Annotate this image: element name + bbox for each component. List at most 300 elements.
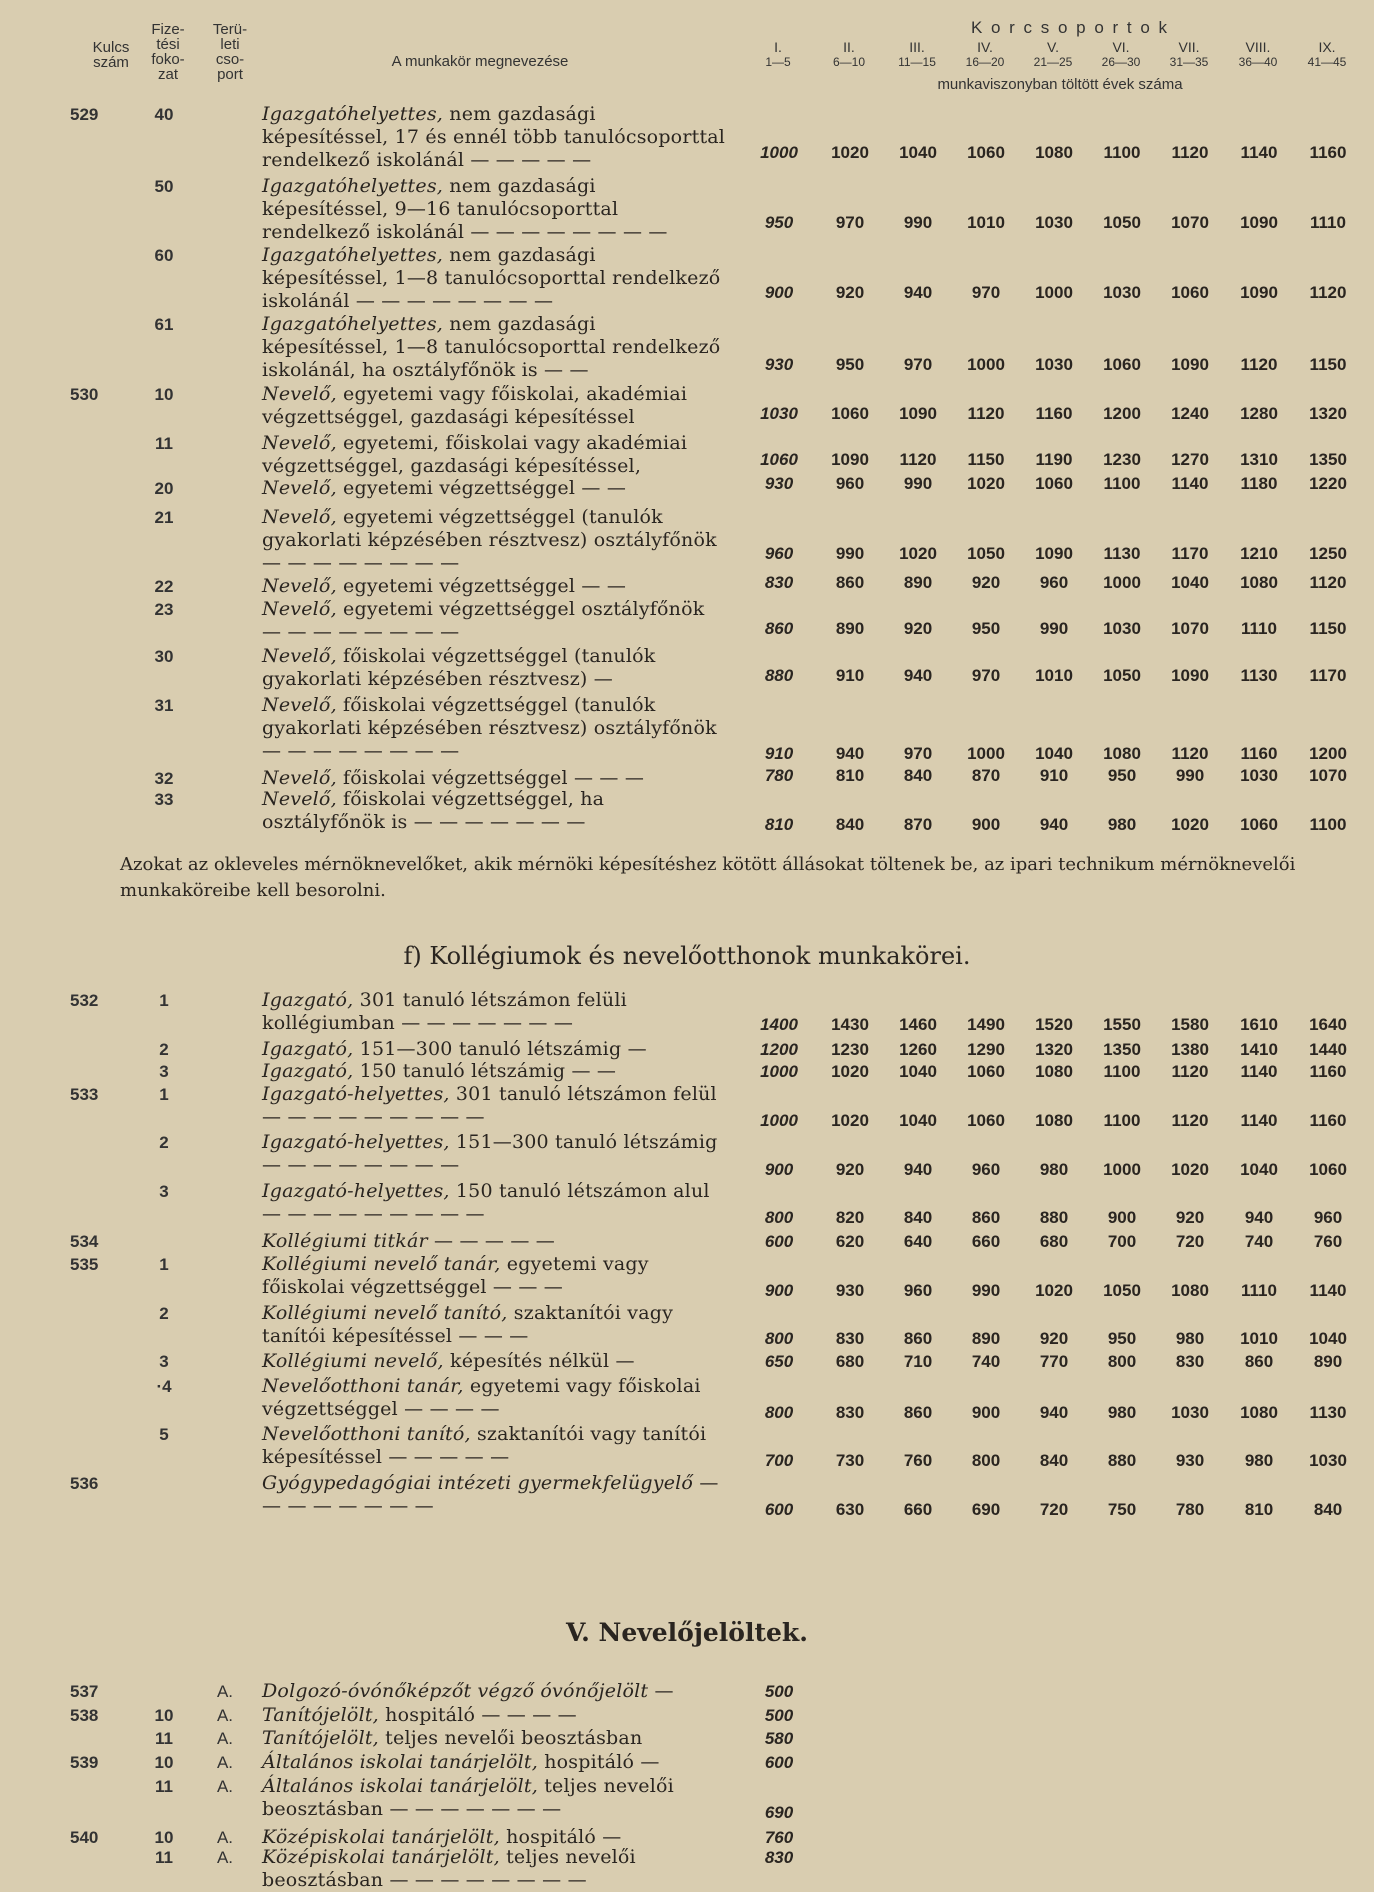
salary-value-8: 1090 xyxy=(1240,213,1278,232)
salary-value-6: 800 xyxy=(1107,1352,1137,1371)
salary-value-9: 1070 xyxy=(1309,766,1347,785)
munkakor-text: nem gazdasági képesítéssel, 1—8 tanulócsoporttal rendelkező iskolánál — — — — — — — — xyxy=(262,244,721,312)
munkakor-text: egyetemi végzettséggel — — xyxy=(336,477,627,499)
salary-value-6: 1030 xyxy=(1103,619,1141,638)
salary-value-1: 880 xyxy=(764,666,794,685)
salary-value-2: 990 xyxy=(835,544,865,563)
salary-value-7: 1120 xyxy=(1171,744,1209,763)
fizetesi-fokozat: ·4 xyxy=(156,1377,172,1396)
munkakor-text: hospitáló — — — — xyxy=(378,1704,577,1726)
munkakor-text: — — — — — xyxy=(427,1230,556,1252)
munkakor-megnevezes xyxy=(262,989,728,1035)
salary-value-6: 1050 xyxy=(1103,1281,1141,1300)
munkakor-megnevezes xyxy=(262,1350,728,1373)
salary-value-7: 1080 xyxy=(1171,1281,1209,1300)
munkakor-megnevezes xyxy=(262,1727,728,1750)
salary-value-8: 1040 xyxy=(1240,1160,1278,1179)
salary-value-8: 980 xyxy=(1244,1451,1274,1470)
salary-value-3: 1040 xyxy=(899,1062,937,1081)
salary-value-8: 1120 xyxy=(1240,355,1278,374)
munkakor-title: Nevelő, xyxy=(262,767,337,789)
munkakor-text: egyetemi vagy főiskolai végzettséggel — — — xyxy=(262,1253,649,1298)
munkakor-megnevezes xyxy=(262,1775,728,1821)
salary-value-4: 1020 xyxy=(967,474,1005,493)
salary-value-8: 940 xyxy=(1244,1208,1274,1227)
group-header-1 xyxy=(738,40,818,70)
salary-value-5: 1080 xyxy=(1035,1062,1073,1081)
salary-value-8: 1310 xyxy=(1240,450,1278,469)
salary-value-6: 950 xyxy=(1107,1329,1137,1348)
munkakor-title: Nevelő, xyxy=(262,575,337,597)
salary-value-1: 910 xyxy=(764,744,794,763)
salary-value-5: 1520 xyxy=(1035,1015,1073,1034)
munkakor-text: — — — — — — — — xyxy=(262,1472,719,1517)
munkakor-title: Nevelő, xyxy=(262,383,337,405)
munkakor-megnevezes xyxy=(262,1180,728,1226)
fizetesi-fokozat: 10 xyxy=(154,1753,174,1772)
fizetesi-fokozat: 23 xyxy=(154,600,174,619)
munkakor-title: Tanítójelölt, xyxy=(262,1727,379,1749)
munkakor-text: főiskolai végzettséggel — — — xyxy=(336,767,645,789)
salary-value-2: 630 xyxy=(835,1500,865,1519)
munkakor-title: Nevelő, xyxy=(262,506,337,528)
salary-value-2: 820 xyxy=(835,1208,865,1227)
munkakor-megnevezes xyxy=(262,506,728,575)
header-korcsoportok xyxy=(900,20,1240,35)
munkakor-text: nem gazdasági képesítéssel, 9—16 tanulócsoporttal rendelkező iskolánál — — — — — — — — xyxy=(262,175,668,243)
munkakor-megnevezes xyxy=(262,1230,728,1253)
group-range: 6—10 xyxy=(832,55,866,69)
munkakor-text: 150 tanuló létszámon alul — — — — — — — — — xyxy=(262,1180,710,1225)
salary-value-7: 1270 xyxy=(1171,450,1209,469)
salary-value-5: 1080 xyxy=(1035,1111,1073,1130)
munkakor-megnevezes xyxy=(262,477,728,500)
fizetesi-fokozat: 3 xyxy=(159,1182,169,1201)
munkakor-title: Nevelő, xyxy=(262,477,337,499)
salary-value-3: 1040 xyxy=(899,143,937,162)
salary-value-7: 1120 xyxy=(1171,143,1209,162)
salary-value-9: 1040 xyxy=(1309,1329,1347,1348)
teruleti-csoport: A. xyxy=(216,1682,234,1701)
fizetesi-fokozat: 3 xyxy=(159,1352,169,1371)
header-fizetesi-text: Fize- tési foko- zat xyxy=(151,21,185,83)
salary-value-4: 690 xyxy=(971,1500,1001,1519)
salary-value-7: 830 xyxy=(1175,1352,1205,1371)
salary-value-7: 1380 xyxy=(1171,1040,1209,1059)
salary-value-4: 990 xyxy=(971,1281,1001,1300)
salary-value-1: 1000 xyxy=(760,1062,798,1081)
fizetesi-fokozat: 11 xyxy=(155,1729,173,1748)
munkakor-title: Középiskolai tanárjelölt, xyxy=(262,1846,500,1868)
salary-value-7: 720 xyxy=(1175,1232,1205,1251)
salary-value-8: 740 xyxy=(1244,1232,1274,1251)
salary-value-6: 1350 xyxy=(1103,1040,1141,1059)
salary-value-3: 920 xyxy=(903,619,933,638)
salary-value: 760 xyxy=(764,1828,794,1847)
salary-value-5: 960 xyxy=(1039,573,1069,592)
salary-value-1: 1030 xyxy=(760,404,798,423)
salary-value-2: 890 xyxy=(835,619,865,638)
salary-value-9: 1120 xyxy=(1309,573,1347,592)
munkakor-text: egyetemi végzettséggel — — xyxy=(336,575,627,597)
salary-value-8: 1280 xyxy=(1240,404,1278,423)
munkakor-text: egyetemi vagy főiskolai végzettséggel — — — — xyxy=(262,1375,701,1420)
salary-value-7: 1040 xyxy=(1171,573,1209,592)
salary-value-7: 1240 xyxy=(1171,404,1209,423)
group-range: 11—15 xyxy=(898,55,936,69)
salary-value-5: 1060 xyxy=(1035,474,1073,493)
section-v-title: V. Nevelőjelöltek. xyxy=(566,1618,808,1647)
munkakor-title: Igazgatóhelyettes, xyxy=(262,103,444,125)
salary-value-9: 1220 xyxy=(1309,474,1347,493)
salary-value-5: 940 xyxy=(1039,815,1069,834)
salary-value-8: 1210 xyxy=(1240,544,1278,563)
salary-value-9: 1350 xyxy=(1309,450,1347,469)
salary-value-2: 1020 xyxy=(831,143,869,162)
munkakor-title: Nevelő, xyxy=(262,788,337,810)
group-header-9 xyxy=(1287,40,1367,70)
salary-value-9: 1140 xyxy=(1309,1281,1347,1300)
salary-value-6: 1100 xyxy=(1103,474,1141,493)
munkakor-title: Kollégiumi nevelő tanító, xyxy=(262,1302,508,1324)
salary-value-1: 900 xyxy=(764,283,794,302)
group-range: 1—5 xyxy=(765,55,791,69)
salary-value-9: 1160 xyxy=(1309,1062,1347,1081)
salary-value-7: 1070 xyxy=(1171,213,1209,232)
salary-value-8: 1030 xyxy=(1240,766,1278,785)
salary-value-5: 1080 xyxy=(1035,143,1073,162)
salary-value-1: 800 xyxy=(764,1329,794,1348)
salary-value-1: 800 xyxy=(764,1403,794,1422)
salary-value: 500 xyxy=(764,1682,794,1701)
salary-value-1: 900 xyxy=(764,1281,794,1300)
salary-value-2: 1230 xyxy=(831,1040,869,1059)
fizetesi-fokozat: 10 xyxy=(154,1828,174,1847)
munkakor-title: Kollégiumi titkár xyxy=(262,1230,428,1252)
salary-value-8: 1180 xyxy=(1240,474,1278,493)
kulcs-szam: 536 xyxy=(70,1474,99,1493)
munkakor-title: Igazgatóhelyettes, xyxy=(262,244,444,266)
fizetesi-fokozat: 11 xyxy=(155,1777,173,1796)
salary-value-2: 860 xyxy=(835,573,865,592)
munkakor-title: Igazgatóhelyettes, xyxy=(262,313,444,335)
munkakor-title: Nevelőotthoni tanár, xyxy=(262,1375,464,1397)
group-roman: IX. xyxy=(1318,39,1336,55)
salary-value-3: 940 xyxy=(903,283,933,302)
munkakor-text: egyetemi végzettséggel (tanulók gyakorlati képzésében résztvesz) osztályfőnök — — — — — — — — xyxy=(262,506,717,574)
munkakor-text: — xyxy=(648,1680,674,1702)
munkakor-text: főiskolai végzettséggel (tanulók gyakorlati képzésében résztvesz) — xyxy=(262,645,656,690)
munkakor-megnevezes xyxy=(262,1680,728,1703)
salary-value-6: 700 xyxy=(1107,1232,1137,1251)
header-kulcs xyxy=(78,40,144,70)
salary-value-5: 1040 xyxy=(1035,744,1073,763)
salary-value-4: 970 xyxy=(971,666,1001,685)
munkakor-text: főiskolai végzettséggel (tanulók gyakorlati képzésében résztvesz) osztályfőnök — — — — — — — — xyxy=(262,694,717,762)
group-range: 26—30 xyxy=(1101,55,1141,69)
munkakor-text: teljes nevelői beosztásban xyxy=(378,1727,643,1749)
salary-value-9: 1110 xyxy=(1310,213,1346,232)
salary-value-3: 860 xyxy=(903,1403,933,1422)
salary-value-3: 660 xyxy=(903,1500,933,1519)
salary-value: 690 xyxy=(764,1803,794,1822)
salary-value-4: 870 xyxy=(971,766,1001,785)
salary-value-9: 1060 xyxy=(1309,1160,1347,1179)
salary-value-4: 1120 xyxy=(967,404,1005,423)
munkakor-megnevezes xyxy=(262,1302,728,1348)
salary-value-5: 1090 xyxy=(1035,544,1073,563)
fizetesi-fokozat: 32 xyxy=(154,769,174,788)
munkakor-megnevezes xyxy=(262,1060,728,1083)
salary-value-3: 890 xyxy=(903,573,933,592)
munkakor-megnevezes xyxy=(262,313,728,382)
salary-value-6: 1050 xyxy=(1103,666,1141,685)
salary-value-7: 1060 xyxy=(1171,283,1209,302)
munkakor-text: szaktanítói vagy tanítói képesítéssel — — — xyxy=(262,1302,674,1347)
salary-value-1: 1200 xyxy=(760,1040,798,1059)
munkakor-megnevezes xyxy=(262,767,728,790)
munkakor-title: Igazgató, xyxy=(262,1038,354,1060)
salary-value-5: 1030 xyxy=(1035,355,1073,374)
salary-value-6: 1060 xyxy=(1103,355,1141,374)
salary-value-8: 1130 xyxy=(1240,666,1278,685)
salary-value-6: 1100 xyxy=(1103,143,1141,162)
munkakor-title: Igazgató, xyxy=(262,1060,354,1082)
salary-value-5: 680 xyxy=(1039,1232,1069,1251)
salary-value-5: 1030 xyxy=(1035,213,1073,232)
salary-value-3: 970 xyxy=(903,744,933,763)
munkakor-title: Általános iskolai tanárjelölt, xyxy=(262,1775,538,1797)
salary-value-8: 1060 xyxy=(1240,815,1278,834)
group-roman: V. xyxy=(1047,39,1059,55)
group-range: 36—40 xyxy=(1238,55,1278,69)
salary-value-1: 600 xyxy=(764,1500,794,1519)
salary-value-2: 680 xyxy=(835,1352,865,1371)
salary-value-3: 840 xyxy=(903,1208,933,1227)
salary-value-2: 960 xyxy=(835,474,865,493)
salary-value-3: 840 xyxy=(903,766,933,785)
salary-value-5: 880 xyxy=(1039,1208,1069,1227)
salary-value-3: 990 xyxy=(903,474,933,493)
salary-value-5: 980 xyxy=(1039,1160,1069,1179)
group-header-7 xyxy=(1149,40,1229,70)
salary-value-4: 970 xyxy=(971,283,1001,302)
teruleti-csoport: A. xyxy=(216,1729,234,1748)
fizetesi-fokozat: 11 xyxy=(155,434,173,453)
kulcs-szam: 533 xyxy=(70,1085,99,1104)
salary-value-2: 840 xyxy=(835,815,865,834)
salary-value-3: 940 xyxy=(903,1160,933,1179)
salary-value-2: 930 xyxy=(835,1281,865,1300)
salary-value-7: 980 xyxy=(1175,1329,1205,1348)
salary-value-2: 810 xyxy=(835,766,865,785)
salary-value-5: 940 xyxy=(1039,1403,1069,1422)
munkakor-megnevezes xyxy=(262,788,728,834)
salary-value-1: 930 xyxy=(764,474,794,493)
salary-value-5: 910 xyxy=(1039,766,1069,785)
header-kulcs-text: Kulcs szám xyxy=(92,39,130,71)
munkakor-text: 301 tanuló létszámon felül — — — — — — — — — xyxy=(262,1083,717,1128)
munkakor-megnevezes xyxy=(262,383,728,429)
salary-value-9: 890 xyxy=(1313,1352,1343,1371)
salary-value-6: 1230 xyxy=(1103,450,1141,469)
group-range: 41—45 xyxy=(1307,55,1347,69)
munkakor-title: Nevelő, xyxy=(262,432,337,454)
salary-value-1: 1000 xyxy=(760,1111,798,1130)
munkakor-title: Igazgató, xyxy=(262,989,354,1011)
kulcs-szam: 532 xyxy=(70,991,99,1010)
salary-value-2: 910 xyxy=(835,666,865,685)
salary-value-6: 1200 xyxy=(1103,404,1141,423)
munkakor-title: Középiskolai tanárjelölt, xyxy=(262,1826,500,1848)
salary-value-7: 1090 xyxy=(1171,666,1209,685)
salary-value-5: 1010 xyxy=(1035,666,1073,685)
salary-value-9: 1170 xyxy=(1309,666,1347,685)
salary-value-8: 1090 xyxy=(1240,283,1278,302)
salary-value-6: 1050 xyxy=(1103,213,1141,232)
kulcs-szam: 539 xyxy=(70,1753,99,1772)
salary-value-5: 1160 xyxy=(1035,404,1073,423)
group-roman: VIII. xyxy=(1245,39,1271,55)
group-header-8 xyxy=(1218,40,1298,70)
fizetesi-fokozat: 33 xyxy=(154,790,174,809)
salary-value-3: 960 xyxy=(903,1281,933,1300)
salary-value-5: 1320 xyxy=(1035,1040,1073,1059)
salary-value-5: 770 xyxy=(1039,1352,1069,1371)
salary-value: 830 xyxy=(764,1848,794,1867)
fizetesi-fokozat: 3 xyxy=(159,1062,169,1081)
salary-value-5: 920 xyxy=(1039,1329,1069,1348)
salary-value-9: 1150 xyxy=(1309,355,1347,374)
salary-value-6: 880 xyxy=(1107,1451,1137,1470)
group-range: 31—35 xyxy=(1169,55,1209,69)
salary-value-1: 1060 xyxy=(760,450,798,469)
munkakor-text: hospitáló — xyxy=(499,1826,622,1848)
group-roman: VII. xyxy=(1178,39,1200,55)
fizetesi-fokozat: 60 xyxy=(154,246,174,265)
salary-value-3: 1460 xyxy=(899,1015,937,1034)
salary-value-2: 920 xyxy=(835,1160,865,1179)
salary-value-5: 990 xyxy=(1039,619,1069,638)
kulcs-szam: 529 xyxy=(70,105,99,124)
salary-value: 600 xyxy=(764,1753,794,1772)
kulcs-szam: 538 xyxy=(70,1706,99,1725)
salary-value-4: 960 xyxy=(971,1160,1001,1179)
salary-value-1: 810 xyxy=(764,815,794,834)
salary-value-9: 1030 xyxy=(1309,1451,1347,1470)
salary-value-1: 900 xyxy=(764,1160,794,1179)
munkakor-megnevezes xyxy=(262,1423,728,1469)
kulcs-szam: 535 xyxy=(70,1255,99,1274)
munkakor-megnevezes xyxy=(262,575,728,598)
salary-value-6: 980 xyxy=(1107,815,1137,834)
salary-value-8: 1140 xyxy=(1240,143,1278,162)
munkakor-megnevezes xyxy=(262,1704,728,1727)
salary-value-6: 1100 xyxy=(1103,1062,1141,1081)
munkakor-megnevezes xyxy=(262,1253,728,1299)
salary-value-7: 1140 xyxy=(1171,474,1209,493)
header-fizetesi xyxy=(146,22,190,82)
salary-value-6: 1550 xyxy=(1103,1015,1141,1034)
salary-value-3: 710 xyxy=(903,1352,933,1371)
salary-value-4: 1000 xyxy=(967,355,1005,374)
fizetesi-fokozat: 20 xyxy=(154,479,174,498)
munkakor-title: Nevelő, xyxy=(262,645,337,667)
header-subtitle xyxy=(860,77,1260,92)
salary-value-4: 660 xyxy=(971,1232,1001,1251)
fizetesi-fokozat: 50 xyxy=(154,177,174,196)
salary-value-8: 1140 xyxy=(1240,1111,1278,1130)
kulcs-szam: 534 xyxy=(70,1232,99,1251)
section-f-title: f) Kollégiumok és nevelőotthonok munkakörei. xyxy=(403,942,971,970)
fizetesi-fokozat: 1 xyxy=(159,1255,169,1274)
fizetesi-fokozat: 11 xyxy=(155,1848,173,1867)
header-subtitle-text: munkaviszonyban töltött évek száma xyxy=(937,76,1183,93)
fizetesi-fokozat: 10 xyxy=(154,1706,174,1725)
fizetesi-fokozat: 1 xyxy=(159,991,169,1010)
munkakor-megnevezes xyxy=(262,1131,728,1177)
group-roman: IV. xyxy=(977,39,993,55)
salary-value-3: 640 xyxy=(903,1232,933,1251)
fizetesi-fokozat: 2 xyxy=(159,1133,169,1152)
munkakor-title: Nevelő, xyxy=(262,694,337,716)
salary-value-2: 730 xyxy=(835,1451,865,1470)
salary-value-7: 1170 xyxy=(1171,544,1209,563)
salary-value-1: 650 xyxy=(764,1352,794,1371)
munkakor-title: Nevelőotthoni tanító, xyxy=(262,1423,471,1445)
munkakor-megnevezes xyxy=(262,175,728,244)
salary-value-2: 920 xyxy=(835,283,865,302)
munkakor-title: Igazgató-helyettes, xyxy=(262,1131,450,1153)
salary-value-4: 1060 xyxy=(967,1062,1005,1081)
salary-value-8: 1610 xyxy=(1240,1015,1278,1034)
salary-value-2: 620 xyxy=(835,1232,865,1251)
munkakor-text: hospitáló — xyxy=(537,1751,660,1773)
salary-value-8: 1080 xyxy=(1240,573,1278,592)
salary-value-8: 1410 xyxy=(1240,1040,1278,1059)
munkakor-text: 301 tanuló létszámon felüli kollégiumban — — — — — — — xyxy=(262,989,627,1034)
salary-value-2: 970 xyxy=(835,213,865,232)
salary-value-2: 1430 xyxy=(831,1015,869,1034)
salary-value-1: 930 xyxy=(764,355,794,374)
group-roman: VI. xyxy=(1112,39,1130,55)
salary-value-4: 1010 xyxy=(967,213,1005,232)
salary-value-7: 1580 xyxy=(1171,1015,1209,1034)
fizetesi-fokozat: 40 xyxy=(154,105,174,124)
salary-value-3: 970 xyxy=(903,355,933,374)
salary-value: 580 xyxy=(764,1729,794,1748)
salary-value-5: 1190 xyxy=(1035,450,1073,469)
salary-value-9: 760 xyxy=(1313,1232,1343,1251)
salary-value-1: 1000 xyxy=(760,143,798,162)
salary-value-6: 900 xyxy=(1107,1208,1137,1227)
note-paragraph: Azokat az okleveles mérnöknevelőket, akik mérnöki képesítéshez kötött állásokat töltenek be, az ipari technikum mérnöknevelői munkaköreibe kell besorolni. xyxy=(120,854,1296,901)
salary-value-4: 950 xyxy=(971,619,1001,638)
salary-value-9: 1250 xyxy=(1309,544,1347,563)
salary-value-6: 980 xyxy=(1107,1403,1137,1422)
salary-value-8: 810 xyxy=(1244,1500,1274,1519)
salary-value-2: 950 xyxy=(835,355,865,374)
group-roman: III. xyxy=(909,39,925,55)
salary-value-5: 720 xyxy=(1039,1500,1069,1519)
fizetesi-fokozat: 2 xyxy=(159,1040,169,1059)
salary-value-7: 1020 xyxy=(1171,815,1209,834)
salary-value-7: 1030 xyxy=(1171,1403,1209,1422)
munkakor-title: Kollégiumi nevelő, xyxy=(262,1350,444,1372)
salary-value-3: 760 xyxy=(903,1451,933,1470)
group-range: 21—25 xyxy=(1033,55,1073,69)
salary-value-2: 1020 xyxy=(831,1111,869,1130)
